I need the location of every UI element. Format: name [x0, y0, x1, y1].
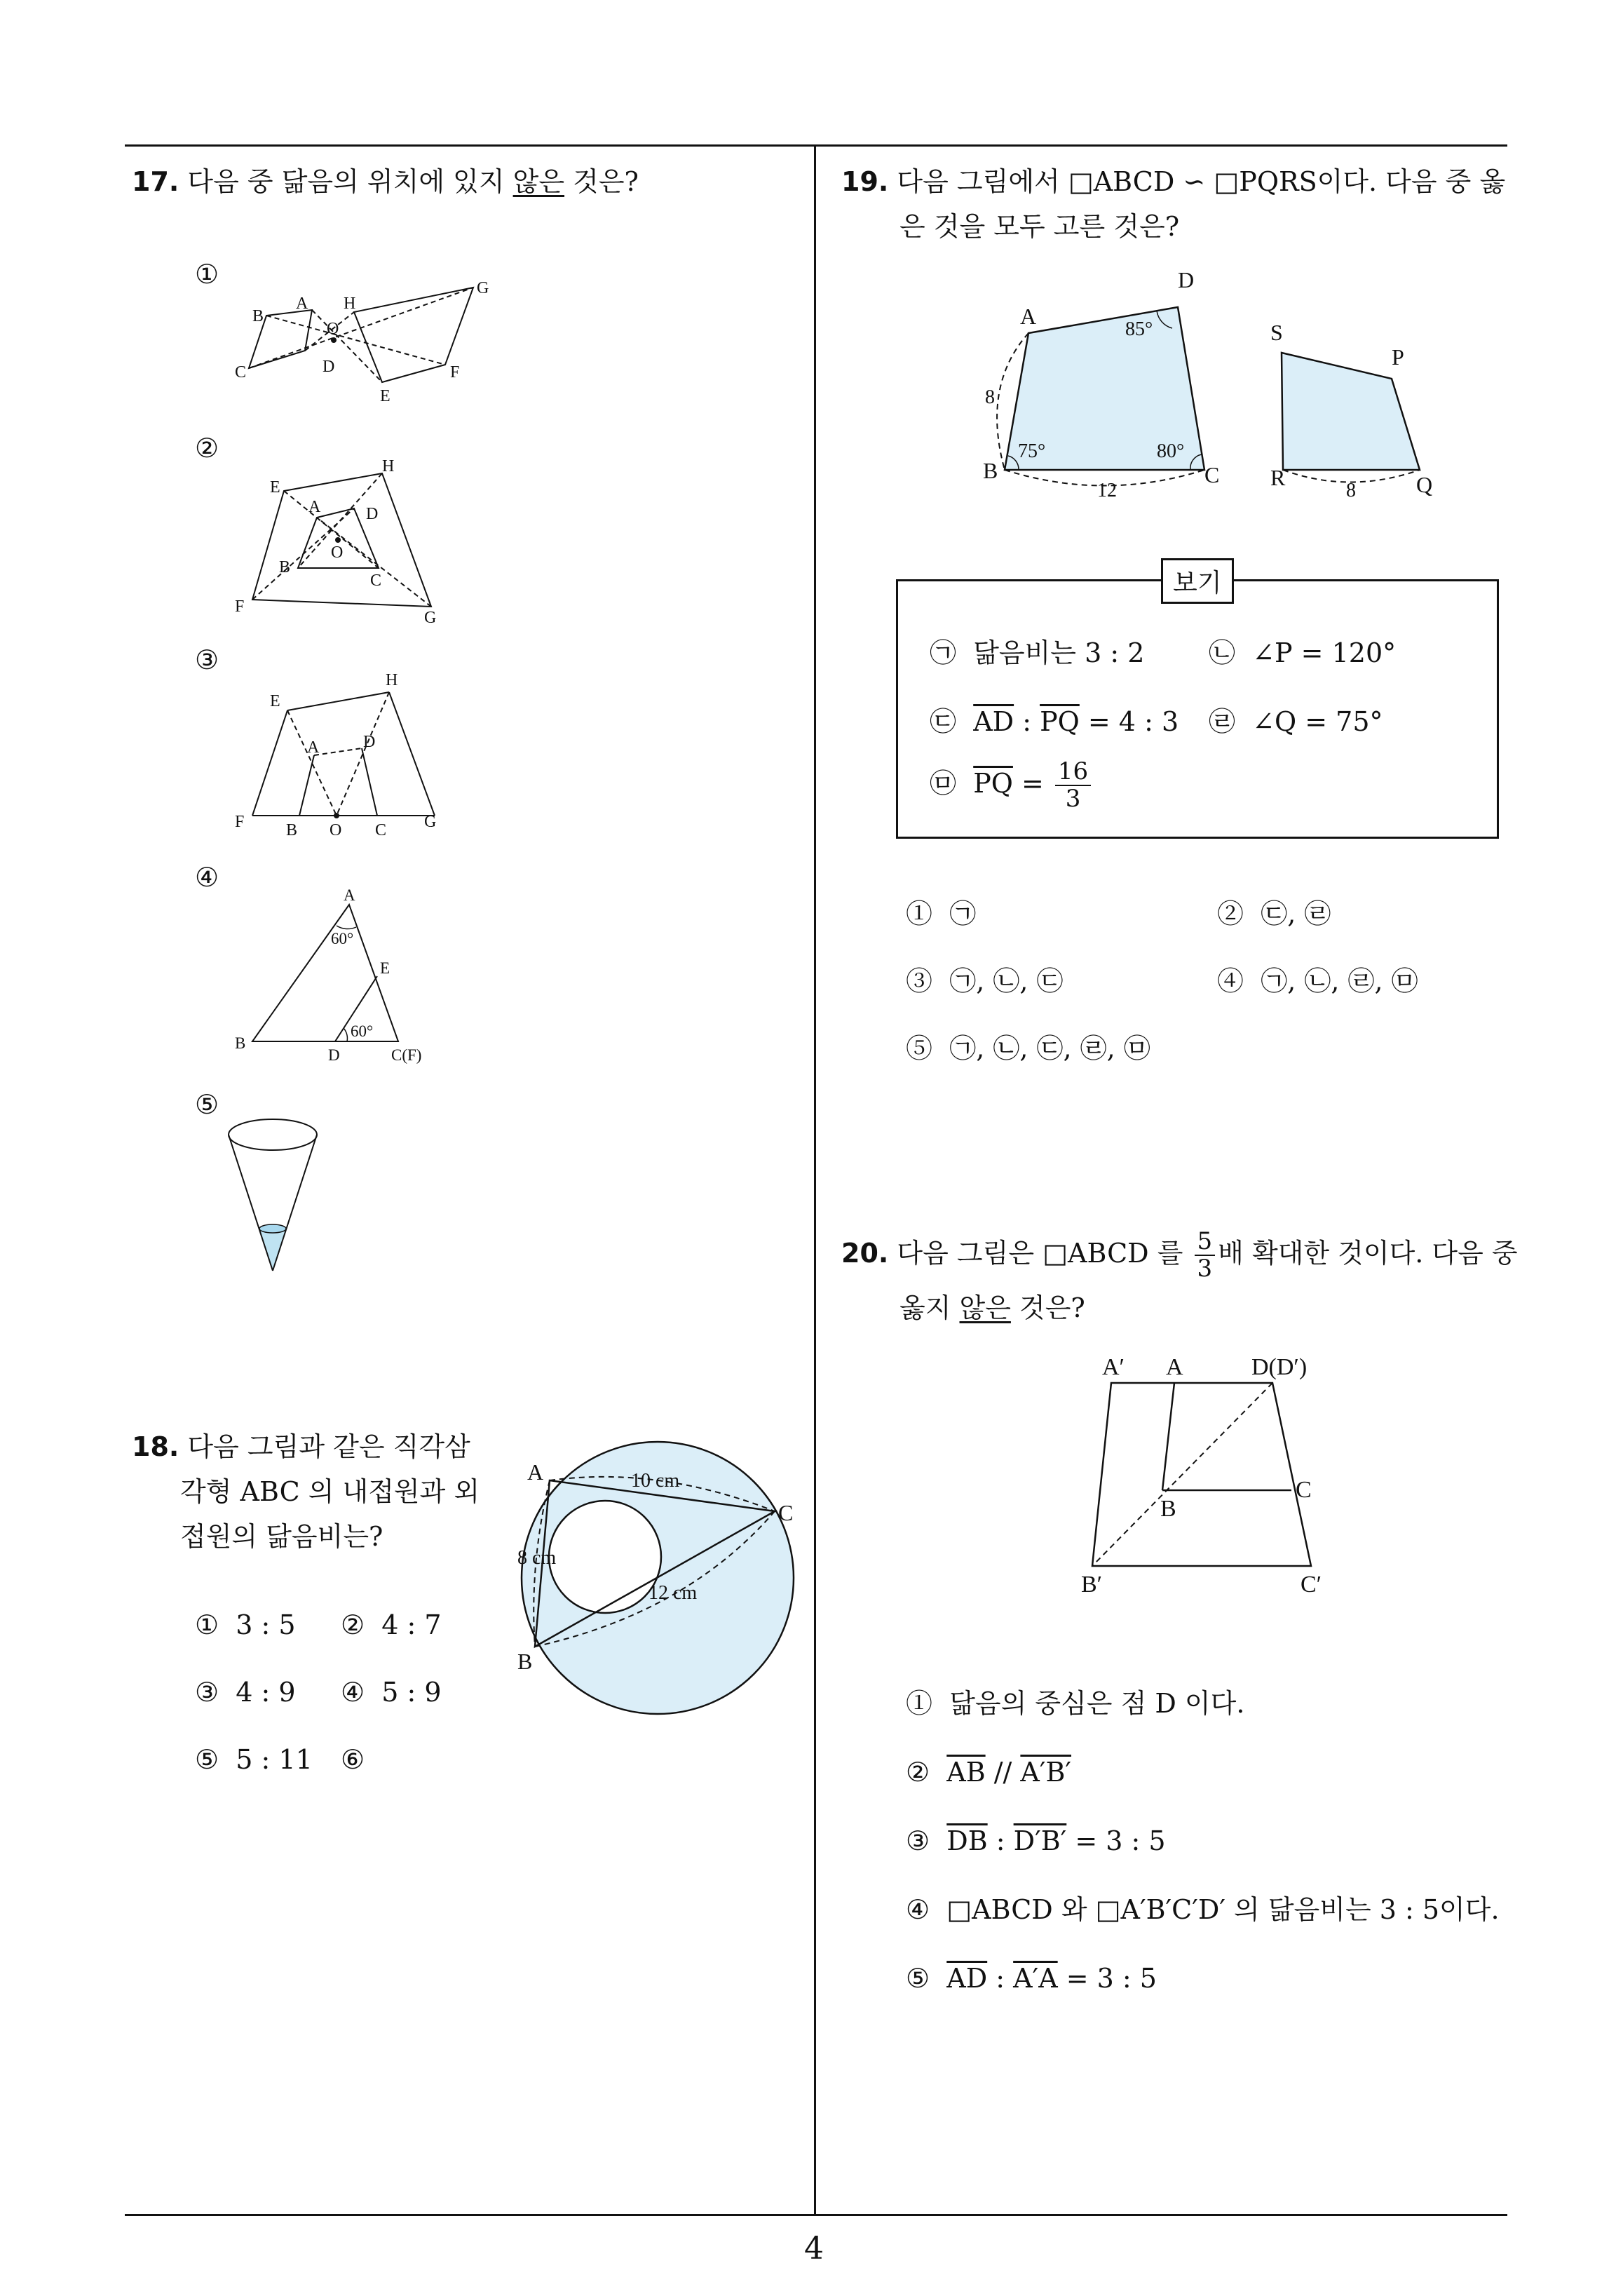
q19-choice-1-text: ㉠ [949, 898, 977, 929]
q20-choice-5-seg2: A′A [1013, 1963, 1058, 1994]
q17-fig2-label-A: A [308, 498, 321, 516]
q18-number: 18. [132, 1431, 179, 1462]
q18-choice-2-mark: ② [341, 1609, 365, 1640]
q19-item-d-seg1: $\overline{AD}$ [973, 706, 1014, 737]
q20-text-underlined: 않은 [959, 1292, 1011, 1323]
q20-number: 20. [841, 1237, 889, 1269]
q17-fig1-label-D: D [322, 358, 335, 376]
q17-fig4-label-A: A [344, 886, 355, 904]
q19-fig-label-S: S [1270, 320, 1283, 345]
q19-fig-label-D: D [1178, 267, 1195, 292]
q17-figure-5-cone [224, 1115, 337, 1283]
q17-fig3-label-H: H [386, 671, 398, 689]
q18-text-line3: 접원의 닮음비는? [180, 1521, 383, 1552]
q18-line1 [132, 1433, 470, 1460]
q19-item-n-mark: ㉡ [1209, 637, 1236, 668]
q20-choice-2-mid: // [985, 1757, 1021, 1788]
q17-figure-2 [231, 456, 456, 627]
q17-figure-1 [231, 274, 512, 414]
q19-item-g [930, 637, 1145, 668]
q19-choice-4-mark: ④ [1217, 966, 1244, 997]
q20-choice-5-rest: = 3 : 5 [1057, 1963, 1157, 1994]
q20-text-line2-b: 것은? [1010, 1292, 1085, 1323]
q17-fig2-label-O: O [331, 543, 344, 562]
q17-fig1-label-B: B [252, 307, 264, 325]
q19-fig-label-B: B [983, 458, 998, 483]
q20-line1 [841, 1229, 1518, 1283]
q18-choice-5-text: 5 : 11 [236, 1744, 313, 1775]
q19-fig-side-rq: 8 [1346, 480, 1356, 501]
q17-number: 17. [132, 166, 179, 197]
q19-item-g-mark: ㉠ [930, 637, 957, 668]
q19-number: 19. [841, 166, 889, 197]
q17-figure-3 [231, 670, 456, 838]
q19-line1 [841, 168, 1505, 195]
q20-fig-label-B: B [1160, 1496, 1176, 1522]
q20-fig-label-C-prime: C′ [1301, 1572, 1322, 1598]
q20-text-line1-b: 배 확대한 것이다. 다음 중 [1218, 1237, 1518, 1269]
q18-fig-label-A: A [527, 1459, 544, 1485]
q17-fig3-label-E: E [270, 692, 280, 710]
q18-fig-label-B: B [517, 1649, 533, 1674]
q20-fig-label-C: C [1296, 1477, 1312, 1503]
q18-choice-2-text: 4 : 7 [381, 1609, 442, 1640]
q20-choice-4-mark: ④ [906, 1894, 930, 1925]
q19-item-m-denominator: 3 [1065, 785, 1081, 813]
q19-item-d-seg2: $\overline{PQ}$ [1040, 706, 1080, 737]
q20-choice-4-text: □ABCD 와 □A′B′C′D′ 의 닮음비는 3 : 5이다. [946, 1894, 1500, 1925]
q19-item-r [1209, 708, 1383, 735]
q17-choice-4[interactable]: ④ [195, 862, 219, 893]
q17-fig2-label-G: G [424, 609, 437, 627]
q17-choice-2[interactable]: ② [195, 433, 219, 464]
q20-fraction [1195, 1229, 1216, 1283]
q17-fig4-label-D: D [328, 1046, 340, 1064]
q17-fig2-label-H: H [382, 457, 395, 475]
q19-item-r-text: ∠Q = 75° [1252, 706, 1383, 737]
q20-choice-5[interactable] [906, 1965, 1157, 1992]
q19-choice-3-mark: ③ [906, 966, 933, 997]
q20-choice-2-seg2: A′B′ [1020, 1757, 1072, 1788]
q20-choice-2[interactable] [906, 1757, 1072, 1788]
q20-choice-4[interactable] [906, 1896, 1500, 1923]
q19-fig-label-R: R [1270, 465, 1286, 490]
q19-fig-angle-C: 80° [1157, 440, 1185, 462]
q19-item-n [1209, 637, 1397, 668]
q17-fig1-label-A: A [296, 295, 308, 313]
q18-fig-side-ac: 10 cm [631, 1470, 680, 1492]
q18-choice-4[interactable] [341, 1679, 442, 1706]
q17-fig1-label-E: E [380, 387, 391, 405]
bottom-rule [125, 2214, 1507, 2216]
q18-choice-5-mark: ⑤ [195, 1744, 219, 1775]
q19-fig-side-bc: 12 [1097, 480, 1117, 501]
q18-figure [505, 1431, 813, 1725]
q17-fig1-label-O: O [327, 320, 339, 338]
q19-item-g-text: 닮음비는 3 : 2 [973, 637, 1145, 668]
q19-text-line2: 은 것을 모두 고른 것은? [899, 211, 1180, 242]
q20-choice-1[interactable] [906, 1690, 1244, 1717]
q17-fig2-label-D: D [366, 505, 379, 523]
q19-item-m-seg: $\overline{PQ}$ [973, 767, 1013, 799]
q17-figure-4 [231, 886, 456, 1066]
q18-choice-6-mark: ⑥ [341, 1744, 365, 1775]
q19-item-m [930, 759, 1094, 813]
q17-fig2-label-B: B [279, 558, 291, 576]
q20-choice-3-seg1: $\overline{DB}$ [946, 1825, 988, 1856]
q19-fig-label-Q: Q [1416, 472, 1433, 497]
q19-item-d-rest: = 4 : 3 [1079, 706, 1179, 737]
q20-choice-2-seg1: $\overline{AB}$ [946, 1757, 986, 1788]
q20-choice-3-seg2: D′B′ [1013, 1825, 1067, 1856]
q20-choice-5-mark: ⑤ [906, 1963, 930, 1994]
column-divider [814, 144, 816, 2215]
q18-choice-5[interactable] [195, 1746, 313, 1773]
q19-item-d [930, 708, 1179, 735]
q19-item-m-fraction [1055, 759, 1091, 813]
q20-choice-3-rest: = 3 : 5 [1066, 1825, 1166, 1856]
q17-choice-1[interactable]: ① [195, 259, 219, 290]
q19-item-d-mark: ㉢ [930, 706, 957, 737]
q19-fig-angle-D: 85° [1125, 318, 1153, 340]
q17-fig4-label-CF: C(F) [391, 1046, 422, 1064]
q19-choice-3-text: ㉠, ㉡, ㉢ [949, 966, 1064, 997]
q19-fig-angle-B: 75° [1018, 440, 1046, 462]
q19-choice-3[interactable] [906, 966, 1064, 997]
q18-text-line1: 다음 그림과 같은 직각삼 [187, 1431, 470, 1462]
q20-choice-1-mark: ① [906, 1688, 933, 1719]
q20-choice-5-seg1: $\overline{AD}$ [946, 1963, 988, 1994]
q19-item-r-mark: ㉣ [1209, 706, 1236, 737]
q19-item-m-mark: ㉤ [930, 767, 957, 799]
q18-choice-4-text: 5 : 9 [381, 1677, 442, 1708]
q17-stem [132, 168, 639, 195]
q18-choice-1[interactable] [195, 1609, 296, 1640]
q17-choice-3[interactable]: ③ [195, 644, 219, 675]
q18-choice-4-mark: ④ [341, 1677, 365, 1708]
q17-fig3-label-O: O [330, 821, 342, 839]
q18-choice-3-text: 4 : 9 [236, 1677, 296, 1708]
q19-fig-label-C: C [1204, 462, 1220, 487]
q20-fraction-denominator: 3 [1197, 1255, 1213, 1283]
q17-fig1-label-F: F [450, 363, 460, 381]
q17-fig3-label-F: F [235, 813, 245, 831]
q17-fig3-label-C: C [375, 821, 387, 839]
q19-item-m-numerator: 16 [1055, 759, 1091, 786]
q20-text-line1-a: 다음 그림은 □ABCD 를 [897, 1237, 1192, 1269]
q17-text-a: 다음 중 닮음의 위치에 있지 [187, 166, 513, 197]
q17-fig4-angle-A: 60° [331, 930, 354, 947]
q20-choice-3-mid: : [987, 1825, 1014, 1856]
q17-fig3-label-B: B [286, 821, 298, 839]
q19-choice-2-text: ㉢, ㉣ [1261, 898, 1331, 929]
q19-text-line1: 다음 그림에서 □ABCD ∽ □PQRS이다. 다음 중 옳 [897, 166, 1506, 197]
q17-fig2-label-E: E [270, 478, 280, 497]
q18-text-line2: 각형 ABC 의 내접원과 외 [180, 1476, 480, 1507]
q19-choice-5-mark: ⑤ [906, 1033, 933, 1064]
q17-fig2-label-F: F [235, 597, 245, 616]
q19-choice-5[interactable] [906, 1035, 1150, 1062]
q19-fig-label-A: A [1020, 304, 1037, 329]
q19-bogi-title: 보기 [1161, 558, 1234, 604]
q20-fig-label-D: D(D′) [1251, 1354, 1308, 1380]
q17-fig4-angle-D: 60° [351, 1022, 374, 1040]
q17-fig4-label-E: E [380, 959, 391, 977]
q19-fig-side-ab: 8 [985, 386, 995, 408]
q19-item-n-text: ∠P = 120° [1252, 637, 1397, 668]
q20-fig-label-A: A [1166, 1354, 1183, 1380]
q20-choice-5-mid: : [987, 1963, 1014, 1994]
q20-fraction-numerator: 5 [1195, 1229, 1216, 1256]
top-rule [125, 144, 1507, 147]
page-number: 4 [804, 2231, 824, 2267]
q20-choice-3[interactable] [906, 1825, 1166, 1856]
q19-item-m-eq: = [1012, 767, 1052, 799]
q19-choice-4[interactable] [1217, 966, 1418, 997]
q19-choice-2[interactable] [1217, 900, 1331, 927]
q17-text-b: 것은? [564, 166, 639, 197]
q18-choice-3-mark: ③ [195, 1677, 219, 1708]
q17-text-underlined: 않은 [512, 166, 565, 197]
q20-choice-1-text: 닮음의 중심은 점 D 이다. [949, 1688, 1245, 1719]
q19-choice-1[interactable] [906, 900, 976, 927]
q19-item-d-mid: : [1014, 706, 1040, 737]
q17-fig3-label-G: G [424, 813, 437, 831]
q20-fig-label-A-prime: A′ [1102, 1354, 1125, 1380]
q20-figure [1073, 1346, 1381, 1599]
q19-fig-label-P: P [1392, 344, 1404, 370]
q18-fig-label-C: C [778, 1500, 794, 1525]
q18-fig-side-ab: 8 cm [517, 1547, 557, 1569]
q20-text-line2-a: 옳지 [899, 1292, 960, 1323]
q19-choice-4-text: ㉠, ㉡, ㉣, ㉤ [1261, 966, 1418, 997]
q18-choice-3[interactable] [195, 1679, 296, 1706]
q19-choice-5-text: ㉠, ㉡, ㉢, ㉣, ㉤ [949, 1033, 1150, 1064]
q18-choice-1-text: 3 : 5 [236, 1609, 296, 1640]
q17-fig1-label-G: G [477, 279, 489, 297]
q19-figure [967, 266, 1486, 512]
q17-fig1-label-H: H [344, 295, 356, 313]
q17-fig4-label-B: B [235, 1034, 246, 1052]
q19-choice-2-mark: ② [1217, 898, 1244, 929]
q18-choice-1-mark: ① [195, 1609, 219, 1640]
q20-choice-3-mark: ③ [906, 1825, 930, 1856]
q20-fig-label-B-prime: B′ [1081, 1572, 1103, 1598]
q17-choice-5[interactable]: ⑤ [195, 1089, 219, 1120]
q17-fig2-label-C: C [370, 572, 382, 590]
q19-choice-1-mark: ① [906, 898, 933, 929]
q18-choice-6[interactable] [341, 1746, 365, 1773]
q20-line2 [899, 1292, 1085, 1323]
q17-fig1-label-C: C [235, 363, 247, 381]
q20-choice-2-mark: ② [906, 1757, 930, 1788]
q18-fig-side-bc: 12 cm [648, 1582, 698, 1604]
q17-fig3-label-A: A [307, 738, 320, 757]
q17-fig3-label-D: D [363, 733, 376, 751]
q18-choice-2[interactable] [341, 1609, 442, 1640]
